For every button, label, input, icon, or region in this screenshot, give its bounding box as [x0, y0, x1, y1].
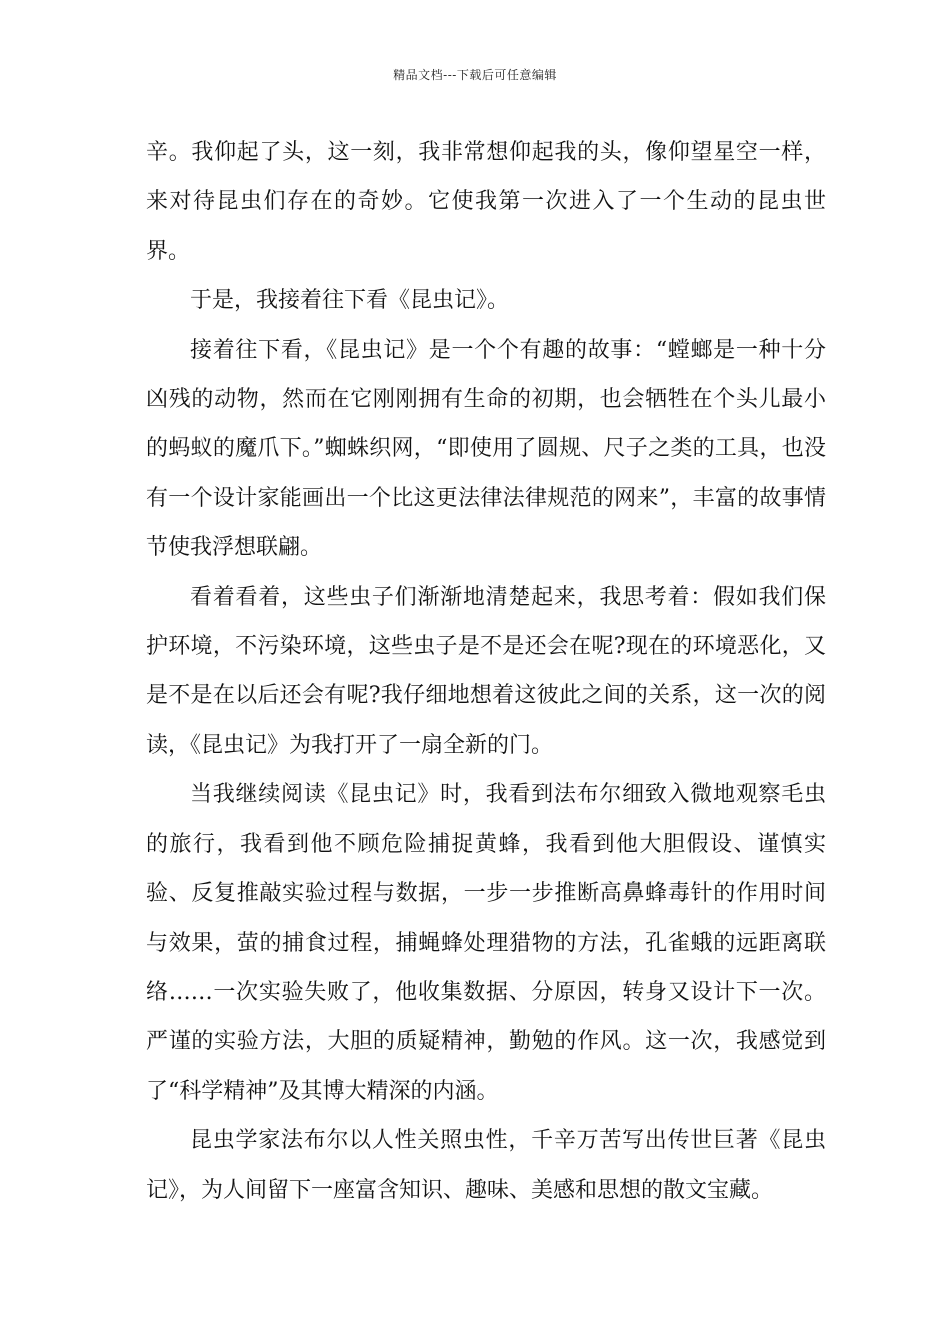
- paragraph-5: 当我继续阅读《昆虫记》时，我看到法布尔细致入微地观察毛虫的旅行，我看到他不顾危险捕捉黄蜂，我看到他大胆假设、谨慎实验、反复推敲实验过程与数据，一步一步推断高鼻蜂毒针的作用时间与效果，萤的捕食过程，捕蝇蜂处理猎物的方法，孔雀蛾的远距离联络……一次实验失败了，他收集数据、分原因，转身又设计下一次。严谨的实验方法，大胆的质疑精神，勤勉的作风。这一次，我感觉到了“科学精神”及其博大精深的内涵。: [146, 782, 826, 1104]
- page-header: 精品文档---下载后可任意编辑: [393, 68, 557, 82]
- paragraph-3: 接着往下看，《昆虫记》是一个个有趣的故事：“螳螂是一种十分凶残的动物，然而在它刚刚拥有生命的初期，也会牺牲在个头儿最小的蚂蚁的魔爪下。”蜘蛛织网，“即使用了圆规、尺子之类的工具，也没有一个设计家能画出一个比这更法律法律规范的网来”，丰富的故事情节使我浮想联翩。: [146, 337, 826, 561]
- paragraph-6: 昆虫学家法布尔以人性关照虫性，千辛万苦写出传世巨著《昆虫记》，为人间留下一座富含知识、趣味、美感和思想的散文宝藏。: [146, 1128, 826, 1203]
- paragraph-4: 看着看着，这些虫子们渐渐地清楚起来，我思考着：假如我们保护环境，不污染环境，这些虫子是不是还会在呢?现在的环境恶化，又是不是在以后还会有呢?我仔细地想着这彼此之间的关系，这一次的阅读，《昆虫记》为我打开了一扇全新的门。: [146, 584, 826, 758]
- document-body: [146, 128, 826, 1215]
- paragraph-1: 辛。我仰起了头，这一刻，我非常想仰起我的头，像仰望星空一样，来对待昆虫们存在的奇妙。它使我第一次进入了一个生动的昆虫世界。: [146, 140, 826, 264]
- paragraph-2: 于是，我接着往下看《昆虫记》。: [190, 288, 510, 314]
